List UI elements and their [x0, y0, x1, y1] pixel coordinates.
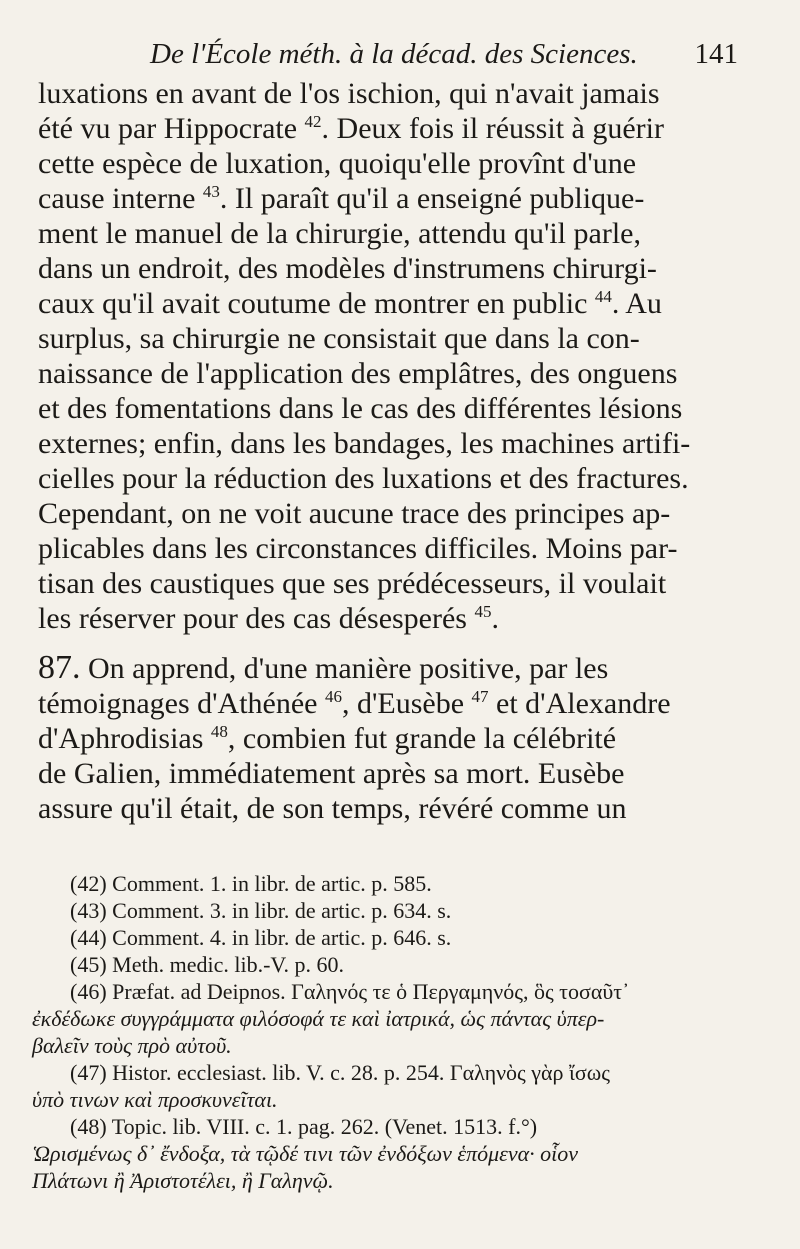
line-text: . Au: [611, 287, 662, 320]
section-number: 87.: [38, 649, 81, 686]
para1-line: [38, 391, 738, 426]
line-text: On apprend, d'une manière positive, par les: [80, 652, 609, 685]
footnote-ref: 46: [324, 687, 342, 706]
line-text: plicables dans les circonstances difficiles. Moins par-: [38, 532, 678, 565]
line-text: les réserver pour des cas désesperés: [38, 602, 475, 635]
para1-line: [38, 356, 738, 391]
running-header: [150, 38, 750, 71]
para1-line: [38, 216, 738, 251]
footnote: [32, 1059, 760, 1113]
footnote: [70, 870, 760, 897]
line-text: , combien fut grande la célébrité: [227, 722, 617, 755]
footnote-ref: 43: [202, 182, 220, 201]
line-text: . Deux fois il réussit à guérir: [321, 112, 664, 145]
footnote-continuation: Πλάτωνι ἢ Ἀριστοτέλει, ἢ Γαληνῷ.: [32, 1168, 334, 1193]
footnote-text: (43) Comment. 3. in libr. de artic. p. 634. s.: [70, 898, 452, 923]
para1-line: [38, 566, 738, 601]
para1-line: [38, 251, 738, 286]
line-text: surplus, sa chirurgie ne consistait que dans la con-: [38, 322, 640, 355]
line-text: et des fomentations dans le cas des différentes lésions: [38, 392, 683, 425]
footnote-text: (46) Præfat. ad Deipnos. Γαληνός τε ὁ Περγαμηνός, ὃς τοσαῦτ᾽: [70, 979, 630, 1004]
footnote-ref: 42: [304, 112, 322, 131]
page-number: 141: [694, 38, 738, 70]
para2-line: [38, 791, 738, 826]
footnote: [70, 924, 760, 951]
line-text: naissance de l'application des emplâtres, des onguens: [38, 357, 678, 390]
line-text: d'Aphrodisias: [38, 722, 211, 755]
para1-line: [38, 426, 738, 461]
line-text: été vu par Hippocrate: [38, 112, 305, 145]
para1-line: [38, 286, 738, 321]
footnote-continuation: Ὡρισμένως δ᾽ ἔνδοξα, τὰ τῷδέ τινι τῶν ἐνδόξων ἑπόμενα· οἷον: [32, 1141, 579, 1166]
line-text: tisan des caustiques que ses prédécesseurs, il voulait: [38, 567, 667, 600]
line-text: Cependant, on ne voit aucune trace des principes ap-: [38, 497, 671, 530]
para1-line: [38, 146, 738, 181]
footnote-ref: 47: [471, 687, 489, 706]
line-text: ment le manuel de la chirurgie, attendu qu'il parle,: [38, 217, 641, 250]
para1-line: [38, 461, 738, 496]
line-text: luxations en avant de l'os ischion, qui n'avait jamais: [38, 77, 660, 110]
line-text: .: [491, 602, 499, 635]
footnote: [70, 951, 760, 978]
footnote-text: (42) Comment. 1. in libr. de artic. p. 585.: [70, 871, 432, 896]
footnote: [32, 1113, 760, 1194]
footnote-text: (44) Comment. 4. in libr. de artic. p. 646. s.: [70, 925, 452, 950]
footnote-continuation: ὑπὸ τινων καὶ προσκυνεῖται.: [32, 1087, 278, 1112]
para1-line: [38, 321, 738, 356]
para1-line: [38, 496, 738, 531]
footnote-ref: 48: [210, 722, 228, 741]
para2-line: [38, 686, 738, 721]
para1-line: [38, 531, 738, 566]
line-text: cette espèce de luxation, quoiqu'elle provînt d'une: [38, 147, 637, 180]
footnote-ref: 44: [594, 287, 612, 306]
paragraph-86-continuation: [38, 76, 738, 636]
para1-line: [38, 181, 738, 216]
line-text: de Galien, immédiatement après sa mort. Eusèbe: [38, 757, 625, 790]
footnote-text: (48) Topic. lib. VIII. c. 1. pag. 262. (Venet. 1513. f.°): [70, 1114, 538, 1139]
line-text: . Il paraît qu'il a enseigné publique-: [219, 182, 645, 215]
running-title: De l'École méth. à la décad. des Sciences.: [150, 38, 638, 70]
footnote-text: (47) Histor. ecclesiast. lib. V. c. 28. p. 254. Γαληνὸς γὰρ ἴσως: [70, 1060, 610, 1085]
line-text: caux qu'il avait coutume de montrer en public: [38, 287, 595, 320]
footnote-text: (45) Meth. medic. lib.-V. p. 60.: [70, 952, 344, 977]
line-text: cielles pour la réduction des luxations et des fractures.: [38, 462, 689, 495]
line-text: assure qu'il était, de son temps, révéré comme un: [38, 792, 627, 825]
para1-line: [38, 76, 738, 111]
line-text: témoignages d'Athénée: [38, 687, 325, 720]
footnote: [32, 978, 760, 1059]
para2-line: [38, 721, 738, 756]
para2-line: [38, 650, 738, 686]
footnote-ref: 45: [474, 602, 492, 621]
para2-line: [38, 756, 738, 791]
line-text: , d'Eusèbe: [341, 687, 472, 720]
footnote-continuation: ἐκδέδωκε συγγράμματα φιλόσοφά τε καὶ ἰατρικά, ὡς πάντας ὑπερ-: [32, 1006, 605, 1031]
line-text: et d'Alexandre: [488, 687, 671, 720]
line-text: externes; enfin, dans les bandages, les machines artifi-: [38, 427, 691, 460]
para1-line: [38, 601, 738, 636]
line-text: cause interne: [38, 182, 203, 215]
para1-line: [38, 111, 738, 146]
footnote: [70, 897, 760, 924]
paragraph-87: [38, 650, 738, 826]
footnote-continuation: βαλεῖν τοὺς πρὸ αὐτοῦ.: [32, 1033, 232, 1058]
footnotes: [32, 870, 760, 1194]
line-text: dans un endroit, des modèles d'instrumens chirurgi-: [38, 252, 657, 285]
